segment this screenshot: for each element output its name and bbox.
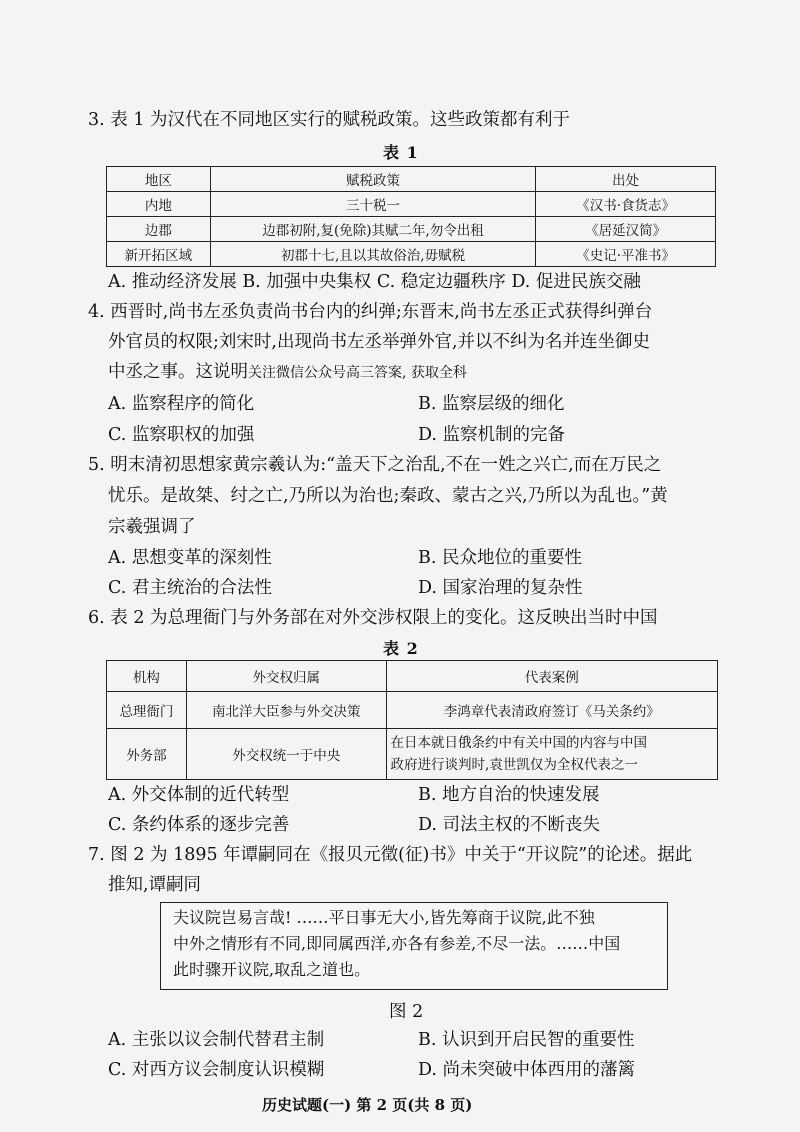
table-2-header-cell: 机构 <box>107 661 187 692</box>
q7-option-d: D. 尚未突破中体西用的藩篱 <box>418 1060 636 1080</box>
q6-option-c: C. 条约体系的逐步完善 <box>108 815 290 835</box>
q7-stem-line1: 7. 图 2 为 1895 年谭嗣同在《报贝元徵(征)书》中关于“开议院”的论述。据此 <box>88 845 693 865</box>
table-1-header-cell: 出处 <box>536 167 716 192</box>
quote-line: 中外之情形有不同,即同属西洋,亦各有参差,不尽一法。……中国 <box>173 934 621 953</box>
q4-option-c: C. 监察职权的加强 <box>108 425 255 445</box>
q4-stem-line3 <box>108 360 467 385</box>
table-1-header-cell: 地区 <box>107 167 211 192</box>
table-2-header-row <box>107 661 718 692</box>
q6-stem: 6. 表 2 为总理衙门与外务部在对外交涉权限上的变化。这反映出当时中国 <box>88 608 658 628</box>
table-1-header-row <box>107 167 716 192</box>
table-cell: 南北洋大臣参与外交决策 <box>186 692 386 729</box>
q5-stem-line3: 宗羲强调了 <box>108 517 196 537</box>
table-cell: 李鸿章代表清政府签订《马关条约》 <box>386 692 717 729</box>
table-cell: 《汉书·食货志》 <box>536 192 716 217</box>
q5-stem-line1: 5. 明末清初思想家黄宗羲认为:“盖天下之治乱,不在一姓之兴亡,而在万民之 <box>88 455 662 475</box>
q5-option-d: D. 国家治理的复杂性 <box>418 578 583 598</box>
table-1-caption: 表 1 <box>383 143 419 162</box>
q7-option-b: B. 认识到开启民智的重要性 <box>418 1030 635 1050</box>
q4-option-d: D. 监察机制的完备 <box>418 425 566 445</box>
table-row <box>107 217 716 242</box>
table-cell: 边郡初附,复(免除)其赋二年,勿令出租 <box>210 217 535 242</box>
q6-option-b: B. 地方自治的快速发展 <box>418 785 600 805</box>
table-row <box>107 692 718 729</box>
table-cell <box>386 729 717 780</box>
table-2-header-cell: 外交权归属 <box>186 661 386 692</box>
table-1 <box>106 166 716 267</box>
table-cell: 初郡十七,且以其故俗治,毋赋税 <box>210 242 535 267</box>
table-2-header-cell: 代表案例 <box>386 661 717 692</box>
quote-line: 此时骤开议院,取乱之道也。 <box>173 960 371 979</box>
table-cell: 外务部 <box>107 729 187 780</box>
table-2 <box>106 660 718 780</box>
q5-option-a: A. 思想变革的深刻性 <box>108 548 272 568</box>
q4-stem-text: 中丞之事。这说明 <box>108 362 248 382</box>
q5-option-c: C. 君主统治的合法性 <box>108 578 272 598</box>
table-cell-line: 政府进行谈判时,袁世凯仅为全权代表之一 <box>390 757 638 773</box>
q4-stem-line2: 外官员的权限;刘宋时,出现尚书左丞举弹外官,并以不纠为名并连坐御史 <box>108 332 651 352</box>
table-cell: 《史记·平准书》 <box>536 242 716 267</box>
table-cell: 《居延汉简》 <box>536 217 716 242</box>
table-row <box>107 192 716 217</box>
figure-2-quote-box <box>160 902 668 990</box>
quote-line: 夫议院岂易言哉! ……平日事无大小,皆先筹商于议院,此不独 <box>173 908 595 927</box>
table-cell: 新开拓区域 <box>107 242 211 267</box>
table-2-caption: 表 2 <box>383 639 419 658</box>
q5-stem-line2: 忧乐。是故桀、纣之亡,乃所以为治也;秦政、蒙古之兴,乃所以为乱也。”黄 <box>108 486 668 506</box>
q6-option-d: D. 司法主权的不断丧失 <box>418 815 601 835</box>
q6-option-a: A. 外交体制的近代转型 <box>108 785 290 805</box>
figure-2-caption: 图 2 <box>389 1002 424 1022</box>
table-cell-line: 在日本就日俄条约中有关中国的内容与中国 <box>390 735 648 751</box>
q7-option-c: C. 对西方议会制度认识模糊 <box>108 1060 325 1080</box>
q7-stem-line2: 推知,谭嗣同 <box>108 875 202 895</box>
q4-option-b: B. 监察层级的细化 <box>418 394 565 414</box>
watermark-text: 关注微信公众号高三答案, 获取全科 <box>248 365 467 381</box>
table-cell: 边郡 <box>107 217 211 242</box>
table-cell: 三十税一 <box>210 192 535 217</box>
q4-stem-line1: 4. 西晋时,尚书左丞负责尚书台内的纠弹;东晋末,尚书左丞正式获得纠弹台 <box>88 302 653 322</box>
table-cell: 内地 <box>107 192 211 217</box>
q4-option-a: A. 监察程序的简化 <box>108 394 255 414</box>
q3-options: A. 推动经济发展 B. 加强中央集权 C. 稳定边疆秩序 D. 促进民族交融 <box>108 272 641 292</box>
table-cell: 外交权统一于中央 <box>186 729 386 780</box>
page-footer: 历史试题(一) 第 2 页(共 8 页) <box>262 1096 473 1114</box>
q3-stem: 3. 表 1 为汉代在不同地区实行的赋税政策。这些政策都有利于 <box>88 110 571 130</box>
table-cell: 总理衙门 <box>107 692 187 729</box>
table-row <box>107 729 718 780</box>
table-row <box>107 242 716 267</box>
q7-option-a: A. 主张以议会制代替君主制 <box>108 1030 325 1050</box>
table-1-header-cell: 赋税政策 <box>210 167 535 192</box>
q5-option-b: B. 民众地位的重要性 <box>418 548 582 568</box>
